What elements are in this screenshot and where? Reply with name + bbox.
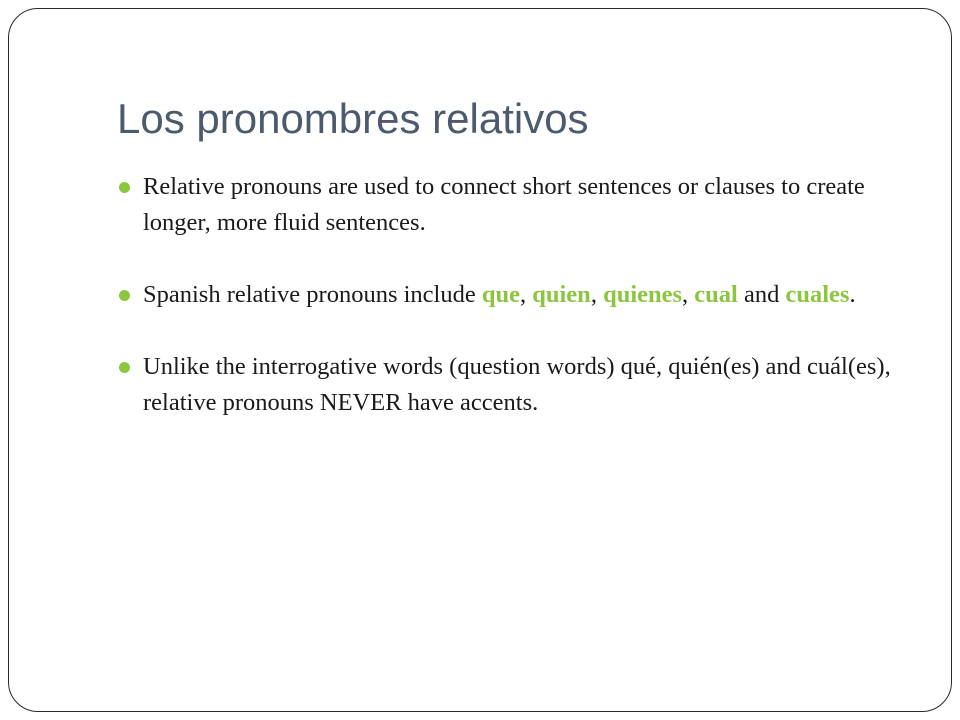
bullet-dot-icon	[119, 362, 130, 373]
bullet-item	[119, 277, 899, 313]
bullet-text: Unlike the interrogative words (question words) qué, quién(es) and cuál(es), relative pronouns NEVER have accents.	[143, 353, 891, 416]
highlight-word-que: que	[481, 281, 520, 308]
separator: ,	[682, 281, 695, 308]
highlight-word-cual: cual	[694, 281, 738, 308]
bullet-text-intro: Spanish relative pronouns include	[143, 281, 482, 308]
highlight-word-quien: quien	[532, 281, 591, 308]
bullet-item	[119, 349, 899, 421]
highlight-word-cuales: cuales	[785, 281, 850, 308]
highlight-word-quienes: quienes	[603, 281, 683, 308]
bullet-dot-icon	[119, 182, 130, 193]
separator: ,	[520, 281, 533, 308]
separator: ,	[590, 281, 604, 308]
slide-title: Los pronombres relativos	[117, 95, 589, 142]
separator: and	[737, 281, 786, 308]
bullet-list	[119, 169, 899, 457]
bullet-item	[119, 169, 899, 241]
bullet-text: Relative pronouns are used to connect short sentences or clauses to create longer, more fluid sentences.	[143, 173, 865, 236]
sentence-end: .	[849, 281, 856, 308]
slide-frame	[8, 8, 952, 712]
bullet-dot-icon	[119, 290, 130, 301]
